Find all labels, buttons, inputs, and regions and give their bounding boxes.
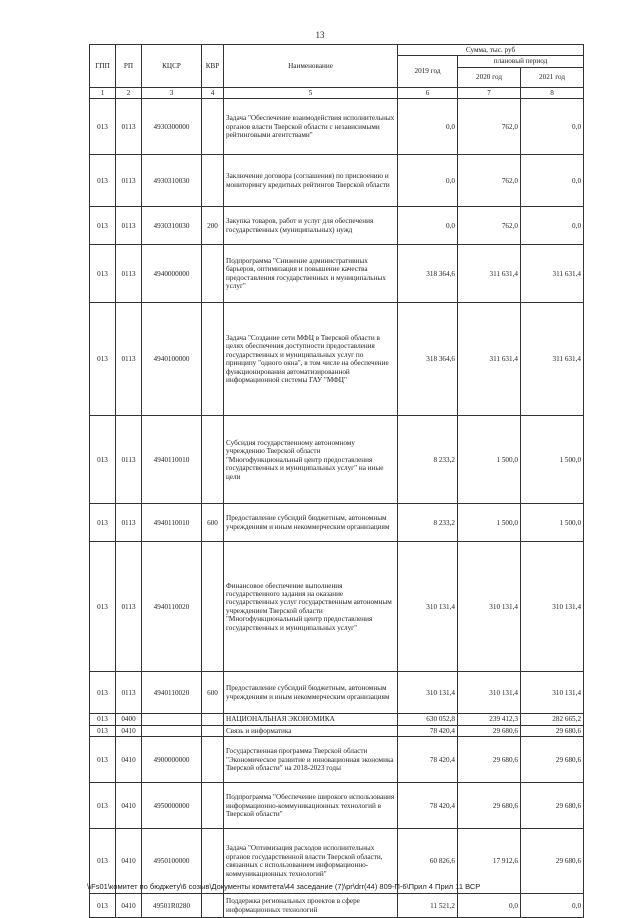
row-rp: 0113 (116, 155, 142, 207)
row-name: Подпрограмма "Обеспечение широкого использования информационно-коммуникационных технологий в Тверской области" (224, 783, 398, 829)
table-row (90, 672, 584, 714)
row-rp: 0113 (116, 245, 142, 303)
table-row (90, 155, 584, 207)
row-kcsr: 4940100000 (142, 303, 202, 416)
row-name: Связь и информатика (224, 725, 398, 736)
row-name: Субсидия государственному автономному учреждению Тверской области "Многофункциональный центр предоставления государственных и муниципальных услуг" на иные цели (224, 416, 398, 504)
row-kcsr: 4940110020 (142, 542, 202, 672)
row-amount-2019: 8 233,2 (398, 504, 458, 542)
row-kvr: 200 (202, 207, 224, 245)
row-amount-2019: 0,0 (398, 99, 458, 155)
row-name: Поддержка региональных проектов в сфере информационных технологий (224, 894, 398, 918)
row-amount-2021: 310 131,4 (521, 542, 584, 672)
row-amount-2021: 29 680,6 (521, 783, 584, 829)
row-gp: 013 (90, 504, 116, 542)
row-amount-2020: 29 680,6 (458, 783, 521, 829)
row-kvr (202, 783, 224, 829)
row-name: НАЦИОНАЛЬНАЯ ЭКОНОМИКА (224, 714, 398, 725)
row-kvr (202, 894, 224, 918)
row-gp: 013 (90, 303, 116, 416)
header-sum: Сумма, тыс. руб (398, 45, 584, 56)
table-row (90, 416, 584, 504)
row-gp: 013 (90, 894, 116, 918)
header-rp: РП (116, 45, 142, 88)
row-kvr (202, 714, 224, 725)
row-amount-2019: 318 364,6 (398, 303, 458, 416)
header-kcsr: КЦСР (142, 45, 202, 88)
table-row (90, 737, 584, 783)
row-rp: 0113 (116, 99, 142, 155)
row-amount-2020: 762,0 (458, 207, 521, 245)
row-kvr (202, 99, 224, 155)
column-number: 2 (116, 87, 142, 98)
row-name: Предоставление субсидий бюджетным, автономным учреждениям и иным некоммерческим организациям (224, 672, 398, 714)
table-body (90, 87, 584, 917)
row-amount-2021: 29 680,6 (521, 829, 584, 894)
row-amount-2020: 239 412,3 (458, 714, 521, 725)
header-name: Наименование (224, 45, 398, 88)
row-amount-2021: 1 500,0 (521, 416, 584, 504)
row-amount-2019: 11 521,2 (398, 894, 458, 918)
row-amount-2021: 311 631,4 (521, 303, 584, 416)
row-amount-2019: 310 131,4 (398, 672, 458, 714)
row-kcsr: 4950000000 (142, 783, 202, 829)
row-amount-2021: 311 631,4 (521, 245, 584, 303)
row-kcsr: 4900000000 (142, 737, 202, 783)
row-gp: 013 (90, 714, 116, 725)
row-kvr (202, 542, 224, 672)
row-kcsr: 4930310030 (142, 155, 202, 207)
table-row (90, 504, 584, 542)
row-amount-2021: 0,0 (521, 155, 584, 207)
row-amount-2019: 78 420,4 (398, 725, 458, 736)
row-kcsr: 4940000000 (142, 245, 202, 303)
row-amount-2020: 1 500,0 (458, 504, 521, 542)
table-row (90, 303, 584, 416)
row-kvr (202, 155, 224, 207)
row-amount-2021: 282 665,2 (521, 714, 584, 725)
row-rp: 0113 (116, 542, 142, 672)
row-rp: 0113 (116, 303, 142, 416)
row-amount-2021: 310 131,4 (521, 672, 584, 714)
row-kcsr: 4940110010 (142, 416, 202, 504)
row-amount-2021: 29 680,6 (521, 737, 584, 783)
row-amount-2020: 29 680,6 (458, 737, 521, 783)
row-gp: 013 (90, 416, 116, 504)
row-rp: 0113 (116, 672, 142, 714)
row-amount-2020: 0,0 (458, 894, 521, 918)
row-rp: 0410 (116, 894, 142, 918)
row-amount-2020: 310 131,4 (458, 672, 521, 714)
column-number-row (90, 87, 584, 98)
row-amount-2021: 29 680,6 (521, 725, 584, 736)
row-amount-2019: 78 420,4 (398, 737, 458, 783)
header-2020: 2020 год (458, 67, 521, 87)
table-row (90, 207, 584, 245)
table-row (90, 894, 584, 918)
row-kvr: 600 (202, 672, 224, 714)
table-row (90, 714, 584, 725)
row-gp: 013 (90, 99, 116, 155)
header-planned-period: плановый период (458, 56, 584, 67)
table-row (90, 783, 584, 829)
row-name: Предоставление субсидий бюджетным, автономным учреждениям и иным некоммерческим организациям (224, 504, 398, 542)
column-number: 8 (521, 87, 584, 98)
row-name: Закупка товаров, работ и услуг для обеспечения государственных (муниципальных) нужд (224, 207, 398, 245)
header-gp: ГПП (90, 45, 116, 88)
row-amount-2020: 311 631,4 (458, 303, 521, 416)
row-rp: 0410 (116, 737, 142, 783)
budget-table (89, 44, 584, 918)
row-name: Заключение договора (соглашения) по присвоению и мониторингу кредитных рейтингов Тверской области (224, 155, 398, 207)
row-rp: 0410 (116, 829, 142, 894)
row-kcsr: 4940110010 (142, 504, 202, 542)
row-kvr (202, 303, 224, 416)
row-amount-2020: 1 500,0 (458, 416, 521, 504)
row-kcsr: 4940110020 (142, 672, 202, 714)
header-2019: 2019 год (398, 56, 458, 87)
row-kvr (202, 737, 224, 783)
row-amount-2019: 60 826,6 (398, 829, 458, 894)
table-row (90, 99, 584, 155)
row-rp: 0113 (116, 416, 142, 504)
row-kvr: 600 (202, 504, 224, 542)
row-amount-2021: 0,0 (521, 99, 584, 155)
row-gp: 013 (90, 737, 116, 783)
column-number: 1 (90, 87, 116, 98)
row-gp: 013 (90, 783, 116, 829)
row-kcsr: 4930310030 (142, 207, 202, 245)
column-number: 6 (398, 87, 458, 98)
row-name: Подпрограмма "Снижение административных барьеров, оптимизация и повышение качества предоставления государственных и муниципальных услуг" (224, 245, 398, 303)
row-gp: 013 (90, 155, 116, 207)
header-2021: 2021 год (521, 67, 584, 87)
row-rp: 0400 (116, 714, 142, 725)
row-kvr (202, 725, 224, 736)
row-amount-2020: 762,0 (458, 155, 521, 207)
row-amount-2021: 1 500,0 (521, 504, 584, 542)
column-number: 3 (142, 87, 202, 98)
row-kcsr: 4950100000 (142, 829, 202, 894)
row-amount-2019: 8 233,2 (398, 416, 458, 504)
column-number: 5 (224, 87, 398, 98)
table-row (90, 725, 584, 736)
row-kcsr: 4930300000 (142, 99, 202, 155)
page-number: 13 (315, 30, 325, 40)
row-gp: 013 (90, 672, 116, 714)
row-amount-2020: 17 912,6 (458, 829, 521, 894)
row-amount-2021: 0,0 (521, 894, 584, 918)
row-rp: 0410 (116, 783, 142, 829)
row-gp: 013 (90, 542, 116, 672)
row-name: Задача "Оптимизация расходов исполнительных органов государственной власти Тверской области, связанных с использованием информационно-коммуникационных технологий" (224, 829, 398, 894)
row-gp: 013 (90, 207, 116, 245)
row-amount-2020: 311 631,4 (458, 245, 521, 303)
row-name: Задача "Обеспечение взаимодействия исполнительных органов власти Тверской области с независимыми рейтинговыми агентствами" (224, 99, 398, 155)
row-kvr (202, 245, 224, 303)
row-amount-2019: 78 420,4 (398, 783, 458, 829)
row-amount-2020: 29 680,6 (458, 725, 521, 736)
row-gp: 013 (90, 829, 116, 894)
row-name: Задача "Создание сети МФЦ в Тверской области в целях обеспечения доступности предоставления государственных и муниципальных услуг по принципу "одного окна", в том числе на обеспечение функционирования автоматизированной информационной системы ГАУ "МФЦ" (224, 303, 398, 416)
row-rp: 0113 (116, 504, 142, 542)
row-amount-2020: 310 131,4 (458, 542, 521, 672)
footer-file-path: \\Fs01\комитет по бюджету\6 созыв\Документы комитета\44 заседание (7)\pr\drr(44) 809-П-6\Прил 4 Прил 11 ВСР (87, 882, 481, 891)
row-amount-2019: 310 131,4 (398, 542, 458, 672)
header-kvr: КВР (202, 45, 224, 88)
column-number: 4 (202, 87, 224, 98)
row-gp: 013 (90, 725, 116, 736)
column-number: 7 (458, 87, 521, 98)
row-kcsr (142, 714, 202, 725)
table-row (90, 542, 584, 672)
row-amount-2019: 630 052,8 (398, 714, 458, 725)
row-name: Финансовое обеспечение выполнения государственного задания на оказание государственных услуг государственным автономным учреждением Тверской области "Многофункциональный центр предоставления государственных и муниципальных услуг" (224, 542, 398, 672)
row-rp: 0113 (116, 207, 142, 245)
row-amount-2020: 762,0 (458, 99, 521, 155)
row-amount-2021: 0,0 (521, 207, 584, 245)
row-amount-2019: 0,0 (398, 207, 458, 245)
row-gp: 013 (90, 245, 116, 303)
row-kcsr (142, 725, 202, 736)
row-amount-2019: 318 364,6 (398, 245, 458, 303)
row-name: Государственная программа Тверской области "Экономическое развитие и инновационная экономика Тверской области" на 2018-2023 годы (224, 737, 398, 783)
row-kcsr: 49501R0280 (142, 894, 202, 918)
row-rp: 0410 (116, 725, 142, 736)
table-row (90, 245, 584, 303)
row-amount-2019: 0,0 (398, 155, 458, 207)
row-kvr (202, 416, 224, 504)
